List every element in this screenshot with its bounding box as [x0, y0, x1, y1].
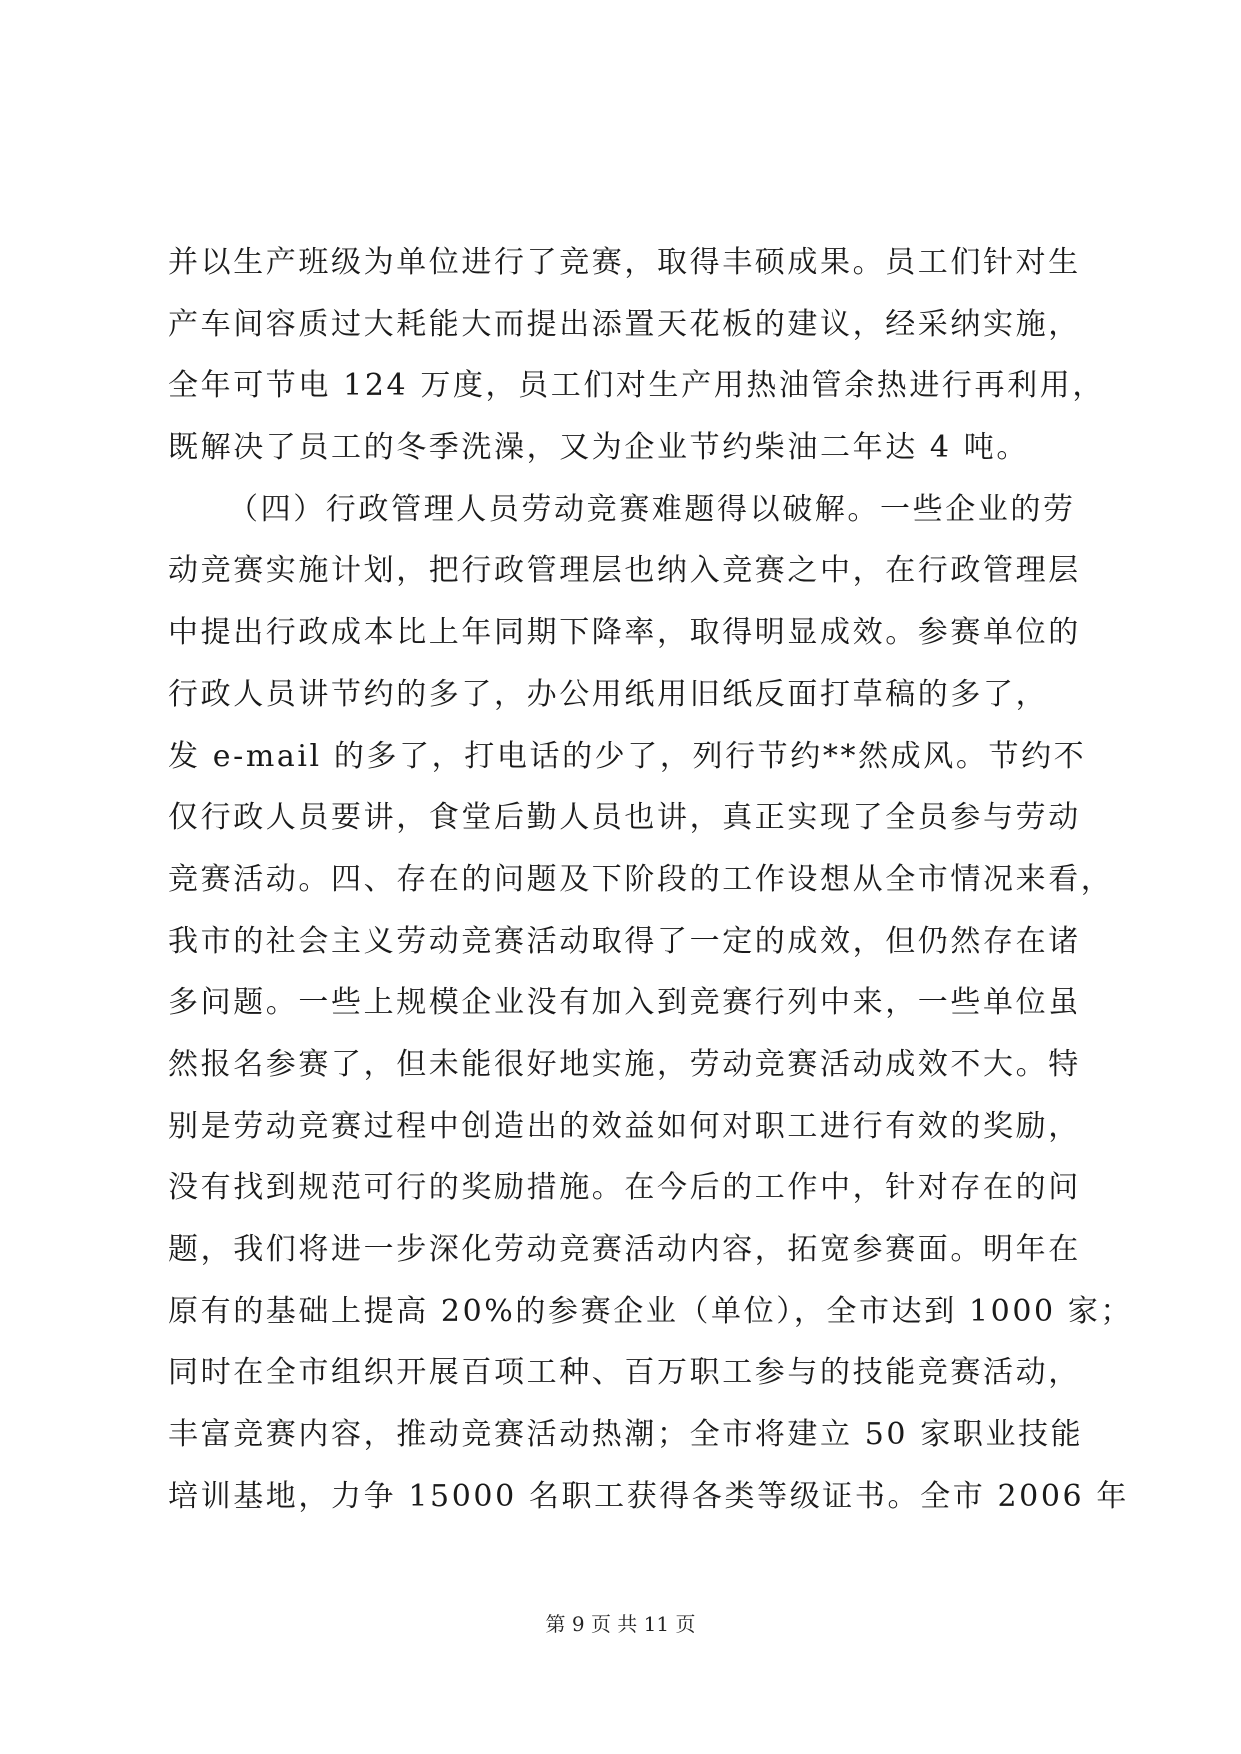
- text-line: 培训基地，力争 15000 名职工获得各类等级证书。全市 2006 年: [168, 1478, 1129, 1514]
- text-line: 我市的社会主义劳动竞赛活动取得了一定的成效，但仍然存在诸: [168, 923, 1081, 959]
- text-line: 既解决了员工的冬季洗澡，又为企业节约柴油二年达 4 吨。: [168, 430, 1029, 466]
- text-line: 多问题。一些上规模企业没有加入到竞赛行列中来，一些单位虽: [168, 985, 1081, 1021]
- page-number: 第 9 页 共 11 页: [545, 1612, 696, 1636]
- text-line: 动竞赛实施计划，把行政管理层也纳入竞赛之中，在行政管理层: [168, 553, 1081, 589]
- text-line: 行政人员讲节约的多了，办公用纸用旧纸反面打草稿的多了，: [168, 676, 1049, 712]
- text-line: 同时在全市组织开展百项工种、百万职工参与的技能竞赛活动，: [168, 1355, 1081, 1391]
- text-line: 别是劳动竞赛过程中创造出的效益如何对职工进行有效的奖励，: [168, 1108, 1081, 1144]
- text-line: 仅行政人员要讲，食堂后勤人员也讲，真正实现了全员参与劳动: [168, 800, 1081, 836]
- text-line: 产车间容质过大耗能大而提出添置天花板的建议，经采纳实施，: [168, 306, 1081, 342]
- text-line: 中提出行政成本比上年同期下降率，取得明显成效。参赛单位的: [168, 615, 1081, 651]
- page-footer: [0, 1608, 1241, 1637]
- text-line: 竞赛活动。四、存在的问题及下阶段的工作设想从全市情况来看，: [168, 861, 1114, 897]
- text-line: 发 e-mail 的多了，打电话的少了，列行节约**然成风。节约不: [168, 738, 1087, 774]
- text-line: 然报名参赛了，但未能很好地实施，劳动竞赛活动成效不大。特: [168, 1046, 1081, 1082]
- text-line: 题，我们将进一步深化劳动竞赛活动内容，拓宽参赛面。明年在: [168, 1232, 1081, 1267]
- text-line: 全年可节电 124 万度，员工们对生产用热油管余热进行再利用，: [168, 368, 1105, 404]
- text-line: 并以生产班级为单位进行了竞赛，取得丰硕成果。员工们针对生: [168, 245, 1081, 280]
- text-line: 没有找到规范可行的奖励措施。在今后的工作中，针对存在的问: [168, 1170, 1081, 1206]
- body-text: [168, 232, 1134, 1527]
- text-line: 原有的基础上提高 20%的参赛企业（单位），全市达到 1000 家；: [168, 1293, 1134, 1329]
- text-line: 丰富竞赛内容，推动竞赛活动热潮；全市将建立 50 家职业技能: [168, 1417, 1084, 1453]
- section-heading-line: （四）行政管理人员劳动竞赛难题得以破解。一些企业的劳: [228, 491, 1076, 527]
